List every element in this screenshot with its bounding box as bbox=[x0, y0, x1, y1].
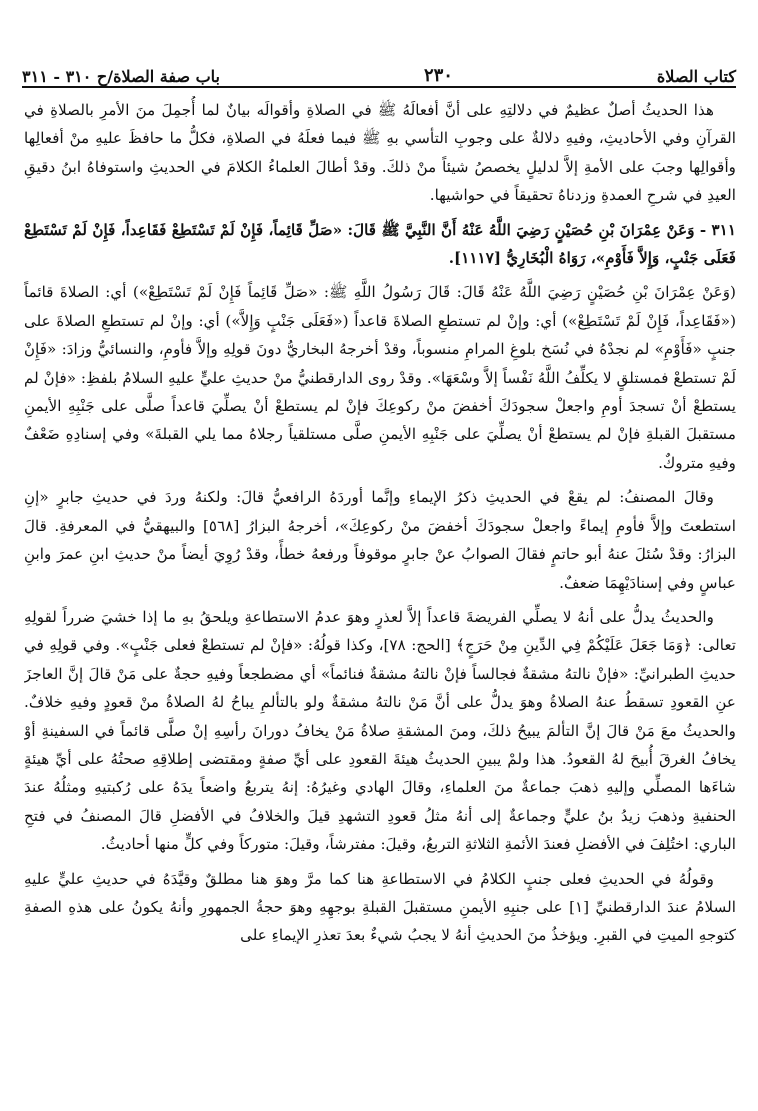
book-title: كتاب الصلاة bbox=[656, 67, 736, 86]
paragraph-side-lying: وقولُهُ في الحديثِ فعلى جنبٍ الكلامُ في الاستطاعةِ هنا كما مرَّ وهوَ هنا مطلقٌ وقيَّدَهُ في حديثِ عليٍّ عليهِ السلامُ عندَ الدارقطنيِّ [١] على جنبِهِ الأيمنِ مستقبلَ القبلةِ بوجهِهِ وهوَ حجةُ الجمهورِ وأنهُ يكونُ على هذهِ الصفةِ كتوجهِ الميتِ في القبرِ. ويؤخذُ منَ الحديثِ أنهُ لا يجبُ شيءٌ بعدَ تعذرِ الإيماءِ على bbox=[24, 869, 736, 945]
header-rule bbox=[22, 86, 736, 88]
paragraph-musannif-note: وقالَ المصنفُ: لم يقعْ في الحديثِ ذكرُ الإيماءِ وإنَّما أوردَهُ الرافعيُّ قالَ: ولكنهُ وردَ في حديثِ جابرٍ «إنِ استطعتَ وإلاَّ فأومِ إيماءً واجعلْ سجودَكَ أخفضَ منْ ركوعِكَ»، أخرجهُ البزارُ [٥٦٨] والبيهقيُّ في المعرفةِ. قالَ البزارُ: وقدْ سُئلَ عنهُ أبو حاتمٍ فقالَ الصوابُ عنْ جابرٍ موقوفاً ورفعهُ خطأً، وقدْ رُوِيَ أيضاً منْ حديثِ ابنِ عمرَ وابنِ عباسٍ وفي إسنادَيْهِمَا ضعفٌ. bbox=[24, 488, 736, 592]
page-number: ٢٣٠ bbox=[423, 65, 453, 86]
paragraph-commentary-intro: هذا الحديثُ أصلٌ عظيمٌ في دلالتِهِ على أنَّ أفعالَهُ ﷺ في الصلاةِ وأقوالَه بيانٌ لما أُجمِلَ منَ الأمرِ بالصلاةِ في القرآنِ وفي الأحاديثِ، وفيهِ دلالةٌ على وجوبِ التأسي بهِ ﷺ فيما فعلَهُ في الصلاةِ، فكلُّ ما حافظَ عليهِ منْ أفعالِها وأقوالِها وجبَ على الأمةِ إلاَّ لدليلٍ يخصصُ شيئاً منْ ذلكَ. وقدْ أطالَ العلماءُ الكلامَ في الحديثِ واستوفاهُ ابنُ دقيقِ العيدِ في شرحِ العمدةِ وزدناهُ تحقيقاً في حواشيها. bbox=[24, 101, 736, 205]
paragraph-fiqh-discussion: والحديثُ يدلُّ على أنهُ لا يصلِّي الفريضةَ قاعداً إلاَّ لعذرٍ وهوَ عدمُ الاستطاعةِ ويلحقُ بهِ ما إذا خشيَ ضرراً لقولِهِ تعالى: ﴿وَمَا جَعَلَ عَلَيْكُمْ فِي الدِّينِ مِنْ حَرَجٍ﴾ [الحج: ٧٨]، وكذا قولُهُ: «فإنْ لم تستطعْ فعلى جَنْبٍ». وفي قولِهِ في حديثِ الطبرانيِّ: «فإنْ نالتهُ مشقةٌ فجالساً فإنْ نالتهُ مشقةٌ فنائماً» أي مضطجعاً وفيهِ حجةٌ على مَنْ قالَ إنَّ العاجزَ عنِ القعودِ تسقطُ عنهُ الصلاةُ وهوَ يدلُّ على أنَّ مَنْ نالتهُ مشقةٌ ولو بالتألمِ يباحُ لهُ الصلاةُ منْ قعودٍ وفيهِ خلافٌ. والحديثُ معَ مَنْ قالَ إنَّ التألمَ يبيحُ ذلكَ، ومنَ المشقةِ صلاةُ مَنْ يخافُ دورانَ رأسِهِ إنْ صلَّى قائماً في السفينةِ أوْ يخافُ الغرقَ أُبيحَ لهُ القعودُ. هذا ولمْ يبينِ الحديثُ هيئةَ القعودِ على أيِّ صفةٍ ومقتضى إطلاقِهِ صحتُهُ على أيِّ هيئةٍ شاءَها المصلِّي وإليهِ ذهبَ جماعةٌ منَ العلماءِ، وقالَ الهادي وغيرُهُ: إنهُ يتربعُ واضعاً يدَهُ على رُكبتيهِ ومثلُهُ عندَ الحنفيةِ وذهبَ زيدُ بنُ عليٍّ وجماعةٌ إلى أنهُ مثلُ قعودِ التشهدِ قيلَ والخلافُ في الأفضلِ قالَ المصنفُ في فتحِ الباري: اختُلِفَ في الأفضلِ فعندَ الأئمةِ الثلاثةِ التربعُ، وقيلَ: مفترشاً، وقيلَ: متوركاً وفي كلٍّ منها أحاديثُ. bbox=[24, 607, 736, 854]
chapter-reference: باب صفة الصلاة/ح ٣١٠ - ٣١١ bbox=[22, 67, 220, 86]
paragraph-hadith-explanation: (وَعَنْ عِمْرَانَ بْنِ حُصَيْنٍ رَضِيَ اللَّهُ عَنْهُ قَالَ: قَالَ رَسُولُ اللَّهِ ﷺ: «صَلِّ قَائِماً فَإِنْ لَمْ تَسْتَطِعْ») أي: الصلاةَ قائماً («فَقَاعِداً، فَإِنْ لَمْ تَسْتَطِعْ») أي: وإنْ لم تستطعِ الصلاةَ قاعداً («فَعَلَى جَنْبٍ وَإِلاَّ») أي: وإنْ لم تستطعِ الصلاةَ على جنبٍ «فَأَوْمِ» لم نجدْهُ في نُسَخ بلوغِ المرامِ منسوباً، وقدْ أخرجهُ البخاريُّ دونَ قولِهِ وإلاَّ فأومِ، والنسائيُّ وزادَ: «فَإِنْ لَمْ تستطعْ فمستلقٍ لا يكلِّفُ اللَّهُ نَفْساً إلاَّ وسْعَهَا». وقدْ روى الدارقطنيُّ منْ حديثِ عليٍّ عليهِ السلامُ بلفظِ: «فإنْ لم يستطعْ أنْ تسجدَ أومِ واجعلْ سجودَكَ أخفضَ منْ ركوعِكَ فإنْ لم يستطعْ أنْ يصلِّيَ قاعداً صلَّى على جَنْبِهِ الأيمنِ مستقبلَ القبلةِ فإنْ لم يستطعْ أنْ يصلِّيَ على جَنْبِهِ الأيمنِ صلَّى مستلقياً رجلاهُ مما يلي القبلةَ» وفي إسنادِهِ ضَعْفٌ وفيهِ متروكٌ. bbox=[24, 283, 736, 472]
running-header bbox=[22, 56, 736, 86]
hadith-311: ٣١١ - وَعَنْ عِمْرَانَ بْنِ حُصَيْنٍ رَضِيَ اللَّهُ عَنْهُ أَنَّ النَّبِيَّ ﷺ قَالَ: «صَلِّ قَائِماً، فَإِنْ لَمْ تَسْتَطِعْ فَقَاعِداً، فَإِنْ لَمْ تَسْتَطِعْ فَعَلَى جَنْبٍ، وَإِلاَّ فَأَوْمِ»، رَوَاهُ الْبُخَارِيُّ [١١١٧]. bbox=[24, 220, 736, 268]
page-body bbox=[24, 96, 736, 1103]
